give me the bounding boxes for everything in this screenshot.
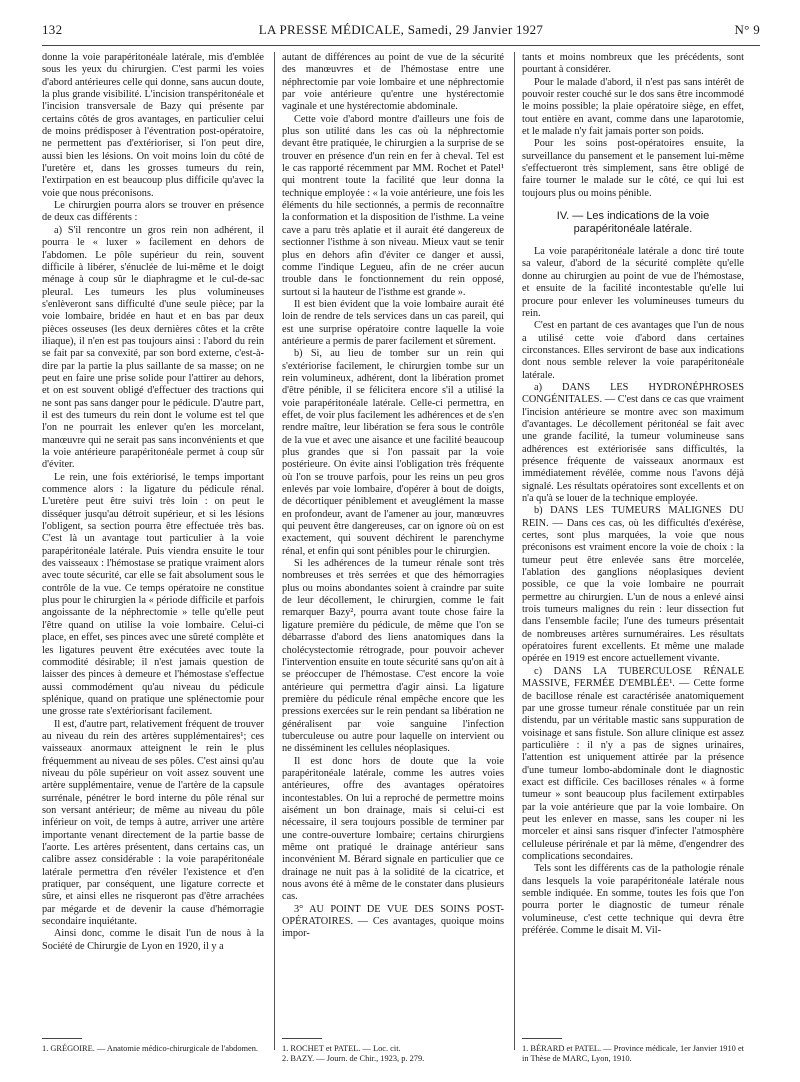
footnote-rule: [282, 1038, 322, 1039]
case-paragraph: a) DANS LES HYDRONÉPHROSES CONGÉNITALES. — C'est dans ce cas que vraiment l'incision antérieure se montre avec son maximum d'avantages. Le décollement péritonéal se fait avec une grande facilité, la tumeur volumineuse sans adhérences est extériorisée sans difficultés, la présence fréquente de vaisseaux anormaux est immédiatement révélée, comme nous l'avons déjà signalé. Les résultats opératoires sont excellents et on n'a qu'à se louer de la technique employée.: [522, 381, 744, 504]
journal-title: LA PRESSE MÉDICALE, Samedi, 29 Janvier 1927: [258, 22, 544, 37]
page-number: 132: [42, 22, 63, 37]
paragraph: Il est, d'autre part, relativement fréquent de trouver au niveau du rein des artères supplémentaires¹; ces vaisseaux anormaux atteignent le rein le plus fréquemment au niveau de ses pôles. C'est ainsi qu'au niveau du pôle supérieur on voit assez souvent une artère supplémentaire, venue de l'artère de la capsule surrénale, pénétrer le bord interne du pôle rénal sur son versant antérieur; de même au niveau du pôle inférieur on voit, de temps à autre, arriver une artère importante venant directement de la partie basse de l'aorte. Les artères présentent, dans certains cas, un calibre assez considérable : la voie parapéritonéale latérale permettra d'en révéler l'existence et d'en pratiquer, par conséquent, une ligature correcte et sûre, et ainsi elles ne risqueront pas d'être arrachées par mégarde et de devenir la cause d'hémorragie secondaire inquiétante.: [42, 718, 264, 928]
paragraph: Il est donc hors de doute que la voie parapéritonéale latérale, comme les autres voies antérieures, offre des avantages opératoires incontestables. On lui a reproché de permettre moins aisément un bon drainage, mais si celui-ci est nécessaire, il sera toujours possible de terminer par une contre-ouverture lombaire; certains chirurgiens même ont pratiqué le drainage antérieur sans inconvénient M. Bérard signale en particulier que ce drainage ne nuit pas à la solidité de la cicatrice, et nous avons été à même de le constater dans plusieurs cas.: [282, 755, 504, 903]
paragraph: Pour les soins post-opératoires ensuite, la surveillance du pansement et le pansement lui-même s'effectueront très simplement, sans être obligé de faire tourner le malade sur le côté, ce qui lui est toujours plus ou moins pénible.: [522, 138, 744, 199]
column-middle: [282, 52, 504, 1022]
paragraph: autant de différences au point de vue de la sécurité des manœuvres et de l'hémostase entre une néphrectomie par voie lombaire et une néphrectomie par voie antérieure qu'entre une hystérectomie vaginale et une hystérectomie abdominale.: [282, 52, 504, 113]
page-header: [42, 22, 760, 40]
column-divider: [514, 52, 515, 1050]
paragraph: Si les adhérences de la tumeur rénale sont très nombreuses et très serrées et que des hémorragies plus ou moins abondantes soient à craindre par suite de leur décollement, le chirurgien, comme le fait remarquer Bazy², pourra avant toute chose faire la ligature première du pédicule, de même que l'on se débarrasse d'abord des liens anatomiques dans la cholécystectomie rétrograde, pour pouvoir achever l'intervention ensuite en toute sécurité sans qu'on ait à se préoccuper de l'hémostase. C'est encore la voie antérieure qui permettra d'agir ainsi. La ligature première du pédicule rénal empêche encore que les pressions exercées sur le rein pendant sa libération ne généralisent par voie sanguine l'infection tuberculeuse ou autre pour laquelle on intervient ou ne disséminent les cellules néoplasiques.: [282, 558, 504, 755]
column-left: [42, 52, 264, 1022]
paragraph: a) S'il rencontre un gros rein non adhérent, il pourra le « luxer » facilement en dehors de l'abdomen. Le pôle supérieur du rein, souvent difficile à libérer, s'énuclée de lui-même et le doigt ménage à coup sûr le diaphragme et le cul-de-sac pleural. Les tumeurs les plus volumineuses s'enlèveront sans difficulté d'une seule pièce; par la voie lombaire, bridée en haut et en bas par deux pièces osseuses (les deux dernières côtes et la crête iliaque), il n'en est pas toujours ainsi : l'abord du rein se fait par sa convexité, par son bord externe, c'est-à-dire par la partie la plus saillante de sa masse; on ne peut en faire une prise solide pour l'attirer au dehors, et on est souvent obligé d'effectuer des tractions qui ne sont pas sans danger pour le pédicule. D'autre part, il est des tumeurs du rein dont le volume est tel que l'on ne pourrait les enlever qu'en les morcelant, manœuvre qui ne serait pas sans inconvénients et que la voie antérieure parapéritonéale permet à coup sûr d'éviter.: [42, 224, 264, 471]
paragraph: Le chirurgien pourra alors se trouver en présence de deux cas différents :: [42, 200, 264, 224]
footnote-block: [282, 1044, 504, 1064]
column-divider: [274, 52, 275, 1050]
paragraph: C'est en partant de ces avantages que l'un de nous a utilisé cette voie d'abord dans certaines circonstances. Elles serviront de base aux indications dont nous semble relever la voie parapéritonéale latérale.: [522, 320, 744, 381]
column-right: [522, 52, 744, 1022]
paragraph: donne la voie parapéritonéale latérale, mis d'emblée sous les yeux du chirurgien. C'est parmi les voies d'abord antérieures celle qui donne, sans aucun doute, la plus grande visibilité. L'incision transpéritonéale et l'incision transversale de Bazy qui présente par certains côtés de gros avantages, en particulier celui de moins prédisposer à l'éventration post-opératoire, ne permettent pas d'extérioriser, si l'on peut dire, aussi bien les lésions. On voit moins loin du côté de l'uretère et, dans les grosses tumeurs du rein, l'extirpation en est beaucoup plus difficile qu'avec la voie que nous préconisons.: [42, 52, 264, 199]
section-heading: IV. — Les indications de la voie parapéritonéale latérale.: [556, 210, 710, 236]
header-rule: [42, 45, 760, 46]
paragraph: Tels sont les différents cas de la pathologie rénale dans lesquels la voie parapéritonéale latérale nous semble indiquée. En somme, toutes les fois que l'on pourra porter le diagnostic de tumeur rénale volumineuse, c'est cette technique qui devra être préférée. Comme le disait M. Vil-: [522, 863, 744, 937]
issue-number: N° 9: [734, 22, 760, 37]
footnote: 2. BAZY. — Journ. de Chir., 1923, p. 279.: [282, 1054, 425, 1063]
paragraph: Ainsi donc, comme le disait l'un de nous à la Société de Chirurgie de Lyon en 1920, il y a: [42, 928, 264, 952]
footnote: 1. ROCHET et PATEL. — Loc. cit.: [282, 1044, 401, 1053]
footnote: 1. GRÉGOIRE. — Anatomie médico-chirurgicale de l'abdomen.: [42, 1044, 259, 1053]
footnote-rule: [42, 1038, 82, 1039]
paragraph: Le rein, une fois extériorisé, le temps important commence alors : la ligature du pédicule rénal. L'uretère peut être suivi très loin : on peut le disséquer jusqu'au détroit supérieur, et si les lésions l'obligent, sa section pourra être effectuée très bas. C'est là un avantage tout particulier à la voie parapéritonéale latérale. Puis viendra ensuite le tour des vaisseaux : l'hémostase se pratique vraiment alors avec toute sécurité, car elle se fait absolument sous le contrôle de la vue. Ce temps opératoire ne constitue plus pour le chirurgien la « période difficile et parfois angoissante de la néphrectomie » telle qu'elle peut l'être quand on utilise la voie lombaire. Celui-ci place, en effet, ses pinces avec une sûreté complète et les ligatures peuvent être exécutées avec toute la commodité désirable; il n'est jamais question de laisser des pinces à demeure et l'hémostase s'effectue aussi commodément qu'au niveau du pédicule splénique, quand on pratique une splénectomie pour une grosse rate s'extériorisant facilement.: [42, 471, 264, 718]
paragraph: La voie parapéritonéale latérale a donc tiré toute sa valeur, d'abord de la sécurité complète qu'elle donne au chirurgien au point de vue de l'hémostase, et ensuite de la facilité incontestable qu'elle lui procure pour enlever les volumineuses tumeurs du rein.: [522, 246, 744, 319]
paragraph: Il est bien évident que la voie lombaire aurait été loin de rendre de tels services dans un cas pareil, qui est une surprise opératoire contre laquelle la voie antérieure a permis de parer facilement et sûrement.: [282, 298, 504, 347]
paragraph: tants et moins nombreux que les précédents, sont pourtant à considérer.: [522, 52, 744, 76]
paragraph: Cette voie d'abord montre d'ailleurs une fois de plus son utilité dans les cas où la néphrectomie devant être pratiquée, le chirurgien a la surprise de se trouver en présence d'un rein en fer à cheval. Tel est le cas rapporté récemment par MM. Rochet et Patel¹ qui montrent toute la facilité que leur donna la technique employée : « la voie antérieure, une fois les éléments du hile sectionnés, a permis de reconnaître la conformation et la disposition de l'isthme. La veine cave a paru très aplatie et il aurait été dangereux de sectionner l'isthme à son niveau. Mieux vaut se tenir plus en dehors afin d'éviter ce danger et aussi, comme l'indique Legueu, afin de ne créer aucun trouble dans le fonctionnement du rein opposé, surtout si la hauteur de l'isthme est grande ».: [282, 113, 504, 298]
paragraph: Pour le malade d'abord, il n'est pas sans intérêt de pouvoir rester couché sur le dos sans être incommodé le moins possible; la plaie opératoire siège, en effet, tout entière en avant, comme dans une laparotomie, et le malade n'y fait jamais porter son poids.: [522, 76, 744, 138]
footnote-rule: [522, 1038, 562, 1039]
case-paragraph: c) DANS LA TUBERCULOSE RÉNALE MASSIVE, FERMÉE D'EMBLÉE¹. — Cette forme de bacillose rénale est caractérisée anatomiquement par une grosse tumeur rénale constituée par un rein distendu, par un véritable mastic sans suppuration de voisinage et sans fistule. Son allure clinique est assez particulière : il n'y a pas de signes urinaires, l'attention est uniquement attirée par la présence d'une tumeur lombo-abdominale dont le diagnostic exact est difficile. Ces bacilloses rénales « à forme tumeur » sont beaucoup plus facilement extirpables par la voie antérieure que par la voie lombaire. On peut les enlever en masse, sans les couper ni les morceler et ainsi sans risquer d'infecter l'atmosphère celluleuse périrénale et par là même, d'engendrer des complications secondaires.: [522, 665, 744, 862]
paragraph: b) Si, au lieu de tomber sur un rein qui s'extériorise facilement, le chirurgien tombe sur un rein volumineux, adhérent, dont la libération promet d'être pénible, il se félicitera encore s'il a utilisé la voie parapéritonéale latérale. Celle-ci permettra, en effet, de voir plus facilement les adhérences et de s'en rendre maître, leur libération se fera sous le contrôle de la vue et avec une aisance et une facilité beaucoup plus grandes que si l'on passait par la voie postérieure. On évite ainsi l'obligation très fréquente où l'on se trouve parfois, pour les reins un peu gros enlevés par voie lombaire, d'opérer à bout de doigts, de décortiquer péniblement et aveuglément la masse en profondeur, avant de l'amener au jour, manœuvres qui peuvent être dangereuses, car on ignore où on est exactement, qui souvent déchirent le parenchyme rénal, et enfin qui sont pénibles pour le chirurgien.: [282, 348, 504, 557]
footnote: 1. BÉRARD et PATEL. — Province médicale, 1er Janvier 1910 et in Thèse de MARC, Lyon, 1910.: [522, 1044, 744, 1063]
case-paragraph: b) DANS LES TUMEURS MALIGNES DU REIN. — Dans ces cas, où les difficultés d'exérèse, certes, sont plus marquées, la voie que nous préconisons est vraiment encore la voie de choix : la tumeur peut être enlevée sans être morcelée, l'ablation des ganglions néoplasiques devient possible, ce que la voie lombaire ne pourrait permettre au chirurgien. L'un de nous a enlevé ainsi trois tumeurs malignes du rein : leur dissection fut dans l'ensemble facile; l'une des tumeurs présentait de nombreuses artères surnuméraires. Les résultats opératoires furent excellents. Et même une malade opérée en 1919 est encore actuellement vivante.: [522, 505, 744, 665]
paragraph: 3° AU POINT DE VUE DES SOINS POST-OPÉRATOIRES. — Ces avantages, quoique moins impor-: [282, 903, 504, 940]
